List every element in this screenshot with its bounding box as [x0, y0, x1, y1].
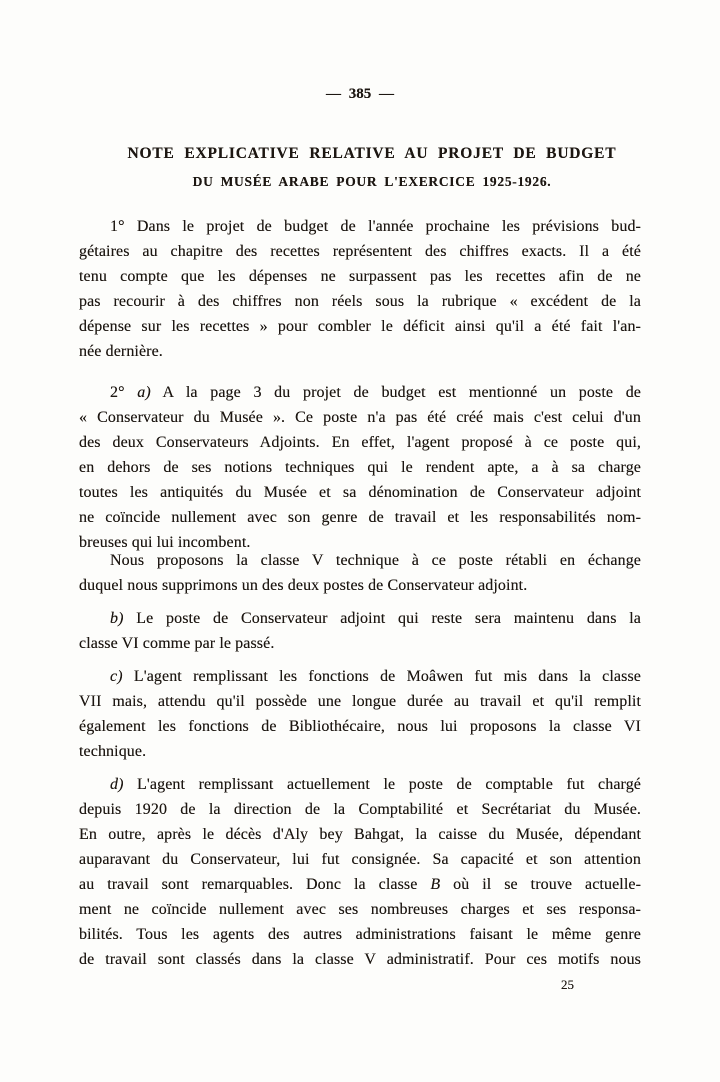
page-number: — 385 — — [326, 86, 394, 102]
text-run: au travail sont remarquables. Donc la classe — [79, 876, 431, 893]
text-run: auparavant du Conservateur, lui fut consignée. Sa capacité et son attention — [79, 851, 641, 868]
text-run: technique. — [79, 743, 147, 760]
text-line — [79, 314, 641, 339]
text-line — [79, 505, 641, 530]
text-run: Nous proposons la classe V technique à ce poste rétabli en échange — [110, 552, 641, 569]
text-run: duquel nous supprimons un des deux postes de Conservateur adjoint. — [79, 577, 528, 594]
text-line — [79, 797, 641, 822]
text-run: où il se trouve actuelle- — [440, 876, 641, 893]
text-run: classe VI comme par le passé. — [79, 635, 275, 652]
text-line — [79, 631, 641, 656]
text-run: VII mais, attendu qu'il possède une longue durée au travail et qu'il remplit — [79, 693, 641, 710]
text-run: Le poste de Conservateur adjoint qui reste sera maintenu dans la — [123, 610, 641, 627]
text-run: L'agent remplissant actuellement le poste de comptable fut chargé — [123, 776, 641, 793]
text-run: depuis 1920 de la direction de la Comptabilité et Secrétariat du Musée. — [79, 801, 641, 818]
text-run: ne coïncide nullement avec son genre de travail et les responsabilités nom- — [79, 509, 641, 526]
text-line — [79, 339, 641, 364]
title-line-2: DU MUSÉE ARABE POUR L'EXERCICE 1925-1926. — [192, 174, 552, 189]
text-run: a) — [137, 384, 151, 401]
paragraph — [79, 214, 641, 364]
text-line — [79, 480, 641, 505]
text-run: gétaires au chapitre des recettes représentent des chiffres exacts. Il a été — [79, 243, 641, 260]
text-run: 1° Dans le projet de budget de l'année prochaine les prévisions bud- — [110, 218, 641, 235]
text-line — [79, 739, 641, 764]
text-line — [79, 897, 641, 922]
text-line — [79, 405, 641, 430]
text-run: 2° — [110, 384, 138, 401]
text-run: « Conservateur du Musée ». Ce poste n'a pas été créé mais c'est celui d'un — [79, 409, 641, 426]
text-run: B — [430, 876, 441, 893]
text-run: toutes les antiquités du Musée et sa dénomination de Conservateur adjoint — [79, 484, 641, 501]
text-line — [79, 822, 641, 847]
text-line — [79, 872, 641, 897]
text-line — [79, 239, 641, 264]
text-line — [79, 548, 641, 573]
text-run: en dehors de ses notions techniques qui le rendent apte, a à sa charge — [79, 459, 641, 476]
paragraph — [79, 664, 641, 764]
text-run: de travail sont classés dans la classe V administratif. Pour ces motifs nous — [79, 951, 641, 968]
text-line — [79, 689, 641, 714]
text-line — [79, 714, 641, 739]
printers-signature-mark: 25 — [561, 977, 574, 992]
text-line — [79, 264, 641, 289]
text-run: b) — [110, 610, 124, 627]
text-run: En outre, après le décès d'Aly bey Bahgat, la caisse du Musée, dépendant — [79, 826, 641, 843]
text-run: tenu compte que les dépenses ne surpassent pas les recettes afin de ne — [79, 268, 641, 285]
text-line — [79, 380, 641, 405]
text-line — [79, 455, 641, 480]
text-run: des deux Conservateurs Adjoints. En effet, l'agent proposé à ce poste qui, — [79, 434, 641, 451]
paragraph — [79, 548, 641, 598]
text-run: ment ne coïncide nullement avec ses nombreuses charges et ses responsa- — [79, 901, 641, 918]
text-run: née dernière. — [79, 343, 163, 360]
text-line — [79, 847, 641, 872]
text-line — [79, 289, 641, 314]
text-run: bilités. Tous les agents des autres administrations faisant le même genre — [79, 926, 641, 943]
text-run: c) — [110, 668, 123, 685]
title-line-1: NOTE EXPLICATIVE RELATIVE AU PROJET DE BUDGET — [127, 145, 617, 162]
text-run: A la page 3 du projet de budget est mentionné un poste de — [150, 384, 641, 401]
text-run: L'agent remplissant les fonctions de Moâwen fut mis dans la classe — [122, 668, 641, 685]
text-line — [79, 947, 641, 972]
text-line — [79, 664, 641, 689]
paragraph — [79, 606, 641, 656]
text-run: dépense sur les recettes » pour combler le déficit ainsi qu'il a été fait l'an- — [79, 318, 641, 335]
text-line — [79, 772, 641, 797]
text-line — [79, 606, 641, 631]
text-line — [79, 922, 641, 947]
text-run: également les fonctions de Bibliothécaire, nous lui proposons la classe VI — [79, 718, 641, 735]
text-line — [79, 430, 641, 455]
paragraph — [79, 380, 641, 555]
text-line — [79, 573, 641, 598]
paragraph — [79, 772, 641, 972]
document-body — [79, 0, 641, 1082]
text-run: breuses qui lui incombent. — [79, 534, 251, 551]
text-run: pas recourir à des chiffres non réels sous la rubrique « excédent de la — [79, 293, 641, 310]
text-run: d) — [110, 776, 124, 793]
text-line — [79, 214, 641, 239]
